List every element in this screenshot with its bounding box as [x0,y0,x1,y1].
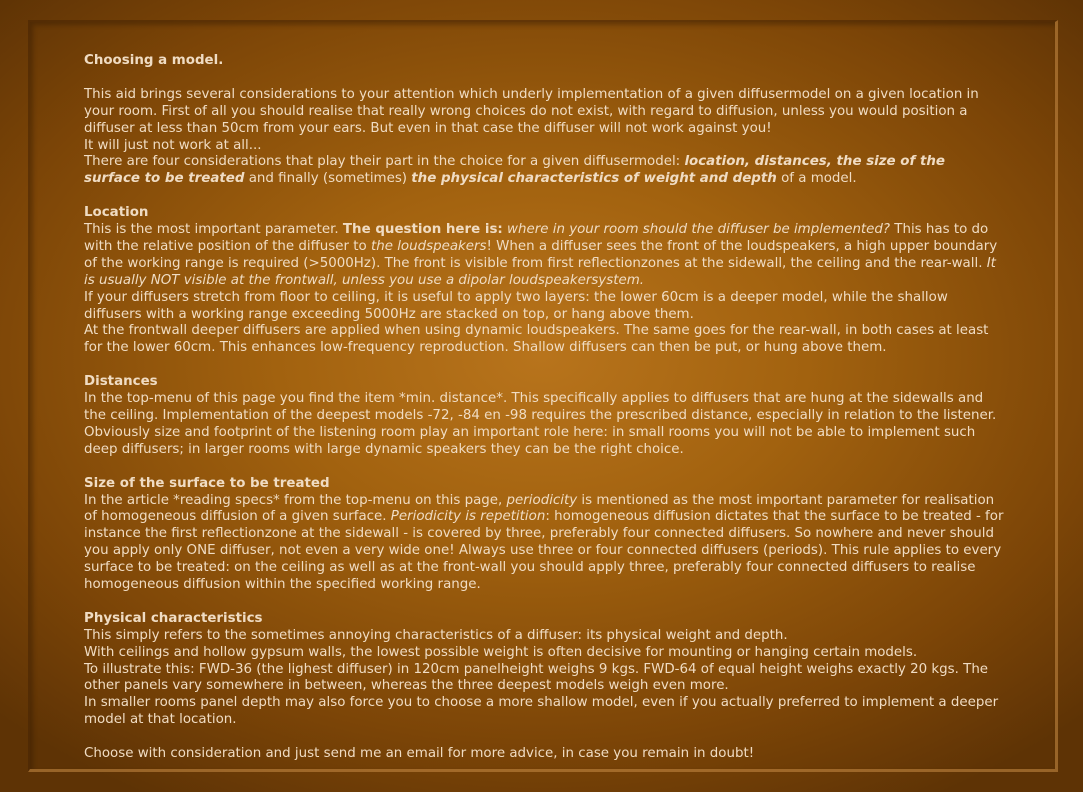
spacer [84,70,1004,87]
closing-paragraph: Choose with consideration and just send me an email for more advice, in case you remain in doubt! [84,746,755,762]
section-heading-distances: Distances [84,374,158,390]
location-paragraph-2: If your diffusers stretch from floor to ceiling, it is useful to apply two layers: the lower 60cm is a deeper model, while the shallow diffusers with a working range exceeding 5000Hz are stacked on top, or hang above them. [84,289,948,322]
section-heading-surface: Size of the surface to be treated [84,475,330,491]
distances-paragraph: In the top-menu of this page you find the item *min. distance*. This specifically applies to diffusers that are hung at the sidewalls and the ceiling. Implementation of the deepest models -72, -84 en -98 requires the prescribed distance, especially in relation to the listener. Obviously size and footprint of the listening room play an important role here: in small rooms you will not be able to implement such deep diffusers; in larger rooms with large dynamic speakers they can be the right choice. [84,391,997,457]
intro-text: This aid brings several considerations to your attention which underly implementation of a given diffusermodel on a given location in your room. First of all you should realise that really wrong choices do not exist, with regard to diffusion, unless you would position a diffuser at less than 50cm from your ears. But even in that case the diffuser will not work against you! [84,86,979,136]
spacer [84,459,1004,476]
location-text-mid-2: ! When a diffuser sees the front of the loudspeakers, a high upper boundary of the working range is required (>5000Hz). The front is visible from first reflectionzones at the sidewall, the ceiling and the rear-wall. [84,238,998,271]
considerations-paragraph [84,154,1004,188]
spacer [84,729,1004,746]
article-content [84,53,1004,763]
section-heading-location: Location [84,205,149,221]
physical-paragraph-2: With ceilings and hollow gypsum walls, the lowest possible weight is often decisive for mounting or hanging certain models. [84,644,918,660]
location-italic-3: It is usually NOT visible at the frontwall, unless you use a dipolar loudspeakersystem. [84,255,996,288]
spacer [84,357,1004,374]
physical-paragraph-1: This simply refers to the sometimes annoying characteristics of a diffuser: its physical weight and depth. [84,627,788,643]
article-title: Choosing a model. [84,53,224,68]
surface-paragraph [84,493,1004,594]
spacer [84,188,1004,205]
surface-text: In the article *reading specs* from the top-menu on this page, [84,492,507,508]
considerations-text: There are four considerations that play their part in the choice for a given diffusermodel: [84,154,685,170]
considerations-text-end: of a model. [776,171,857,187]
location-paragraph-3: At the frontwall deeper diffusers are applied when using dynamic loudspeakers. The same goes for the rear-wall, in both cases at least for the lower 60cm. This enhances low-frequency reproduction. Shallow diffusers can then be put, or hung above them. [84,323,989,356]
location-italic: where in your room should the diffuser be implemented? [507,222,891,238]
location-italic-2: the loudspeakers [370,238,487,254]
physical-paragraph-4: In smaller rooms panel depth may also force you to choose a more shallow model, even if you actually preferred to implement a deeper model at that location. [84,695,999,728]
location-paragraph-1 [84,222,1004,290]
physical-paragraph-3: To illustrate this: FWD-36 (the lighest diffuser) in 120cm panelheight weighs 9 kgs. FWD-64 of equal height weighs exactly 20 kgs. The other panels vary somewhere in between, whereas the three deepest models weigh even more. [84,661,989,694]
intro-text-2: It will just not work at all... [84,137,262,153]
surface-text-mid: is mentioned as the most important parameter for realisation of homogeneous diffusion of a given surface. [84,492,995,525]
section-heading-physical: Physical characteristics [84,610,263,626]
surface-text-end: : homogeneous diffusion dictates that the surface to be treated - for instance the first reflectionzone at the sidewall - is covered by three, preferably four connected diffusers. So nowhere and never should you apply only ONE diffuser, not even a very wide one! Always use three or four connected diffusers (periods). This rule applies to every surface to be treated: on the ceiling as well as at the front-wall you should apply three, preferably four connected diffusers to realise homogeneous diffusion within the specified working range. [84,509,1004,593]
surface-italic-2: Periodicity is repetition [390,509,546,525]
spacer [84,594,1004,611]
location-bold: The question here is: [342,222,503,238]
considerations-text-mid: and finally (sometimes) [244,171,412,187]
location-text: This is the most important parameter. [84,222,343,238]
intro-paragraph [84,87,1004,155]
considerations-emphasis-1: location, distances, the size of the surface to be treated [84,154,946,187]
location-text-mid: This has to do with the relative position of the diffuser to [84,222,989,254]
surface-italic: periodicity [506,492,578,508]
considerations-emphasis-2: the physical characteristics of weight and depth [411,171,777,187]
